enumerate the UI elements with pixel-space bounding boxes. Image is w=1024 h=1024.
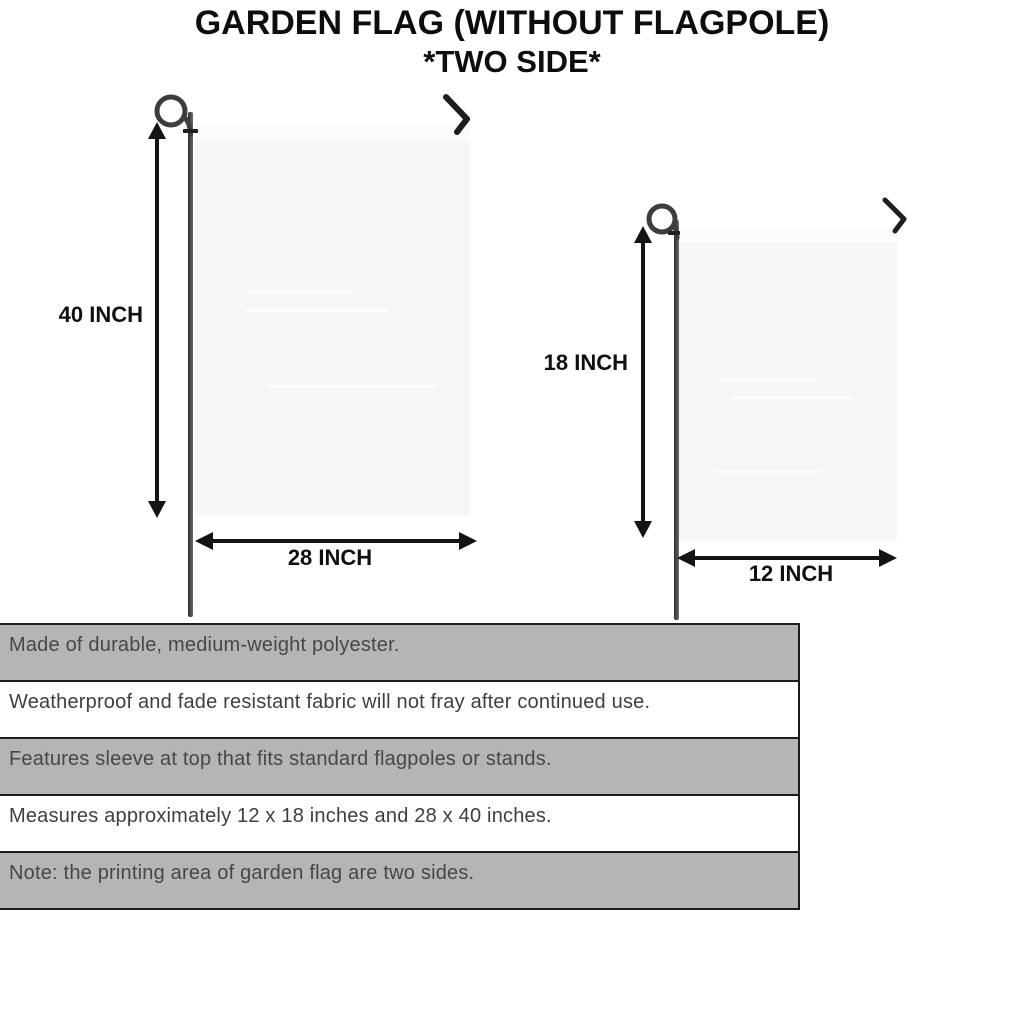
flag-streak xyxy=(717,378,813,381)
pole-hook-icon xyxy=(438,92,480,138)
small-flag-cloth xyxy=(678,228,897,540)
page-title: GARDEN FLAG (WITHOUT FLAGPOLE) xyxy=(194,4,830,42)
flag-streak xyxy=(245,309,388,312)
spec-text: Weatherproof and fade resistant fabric will not fray after continued use. xyxy=(9,691,651,713)
page-subtitle: *TWO SIDE* xyxy=(423,44,601,79)
spec-row xyxy=(0,739,798,796)
flag-streak xyxy=(731,396,854,399)
sleeve-clip xyxy=(668,231,680,235)
spec-table xyxy=(0,623,800,910)
pole-hook-icon xyxy=(878,196,914,238)
large-flagpole xyxy=(188,112,193,617)
small-height-label: 18 INCH xyxy=(543,350,628,375)
flag-streak xyxy=(245,291,355,294)
spec-text: Features sleeve at top that fits standard flagpoles or stands. xyxy=(9,748,552,770)
spec-row xyxy=(0,682,798,739)
large-width-label: 28 INCH xyxy=(287,545,373,570)
spec-text: Note: the printing area of garden flag are two sides. xyxy=(9,862,475,884)
spec-row xyxy=(0,796,798,853)
height-arrow xyxy=(630,226,656,538)
small-flag-sleeve xyxy=(678,228,897,243)
height-arrow xyxy=(144,122,170,518)
sleeve-clip xyxy=(183,129,198,133)
spec-row xyxy=(0,853,798,910)
flag-streak xyxy=(717,470,822,473)
small-width-label: 12 INCH xyxy=(748,561,834,586)
large-height-label: 40 INCH xyxy=(58,302,143,327)
large-flag-sleeve xyxy=(195,123,470,141)
spec-text: Made of durable, medium-weight polyester. xyxy=(9,634,400,656)
flag-streak xyxy=(267,385,438,388)
spec-row xyxy=(0,625,798,682)
large-flag-cloth xyxy=(195,123,470,515)
spec-text: Measures approximately 12 x 18 inches and 28 x 40 inches. xyxy=(9,805,552,827)
